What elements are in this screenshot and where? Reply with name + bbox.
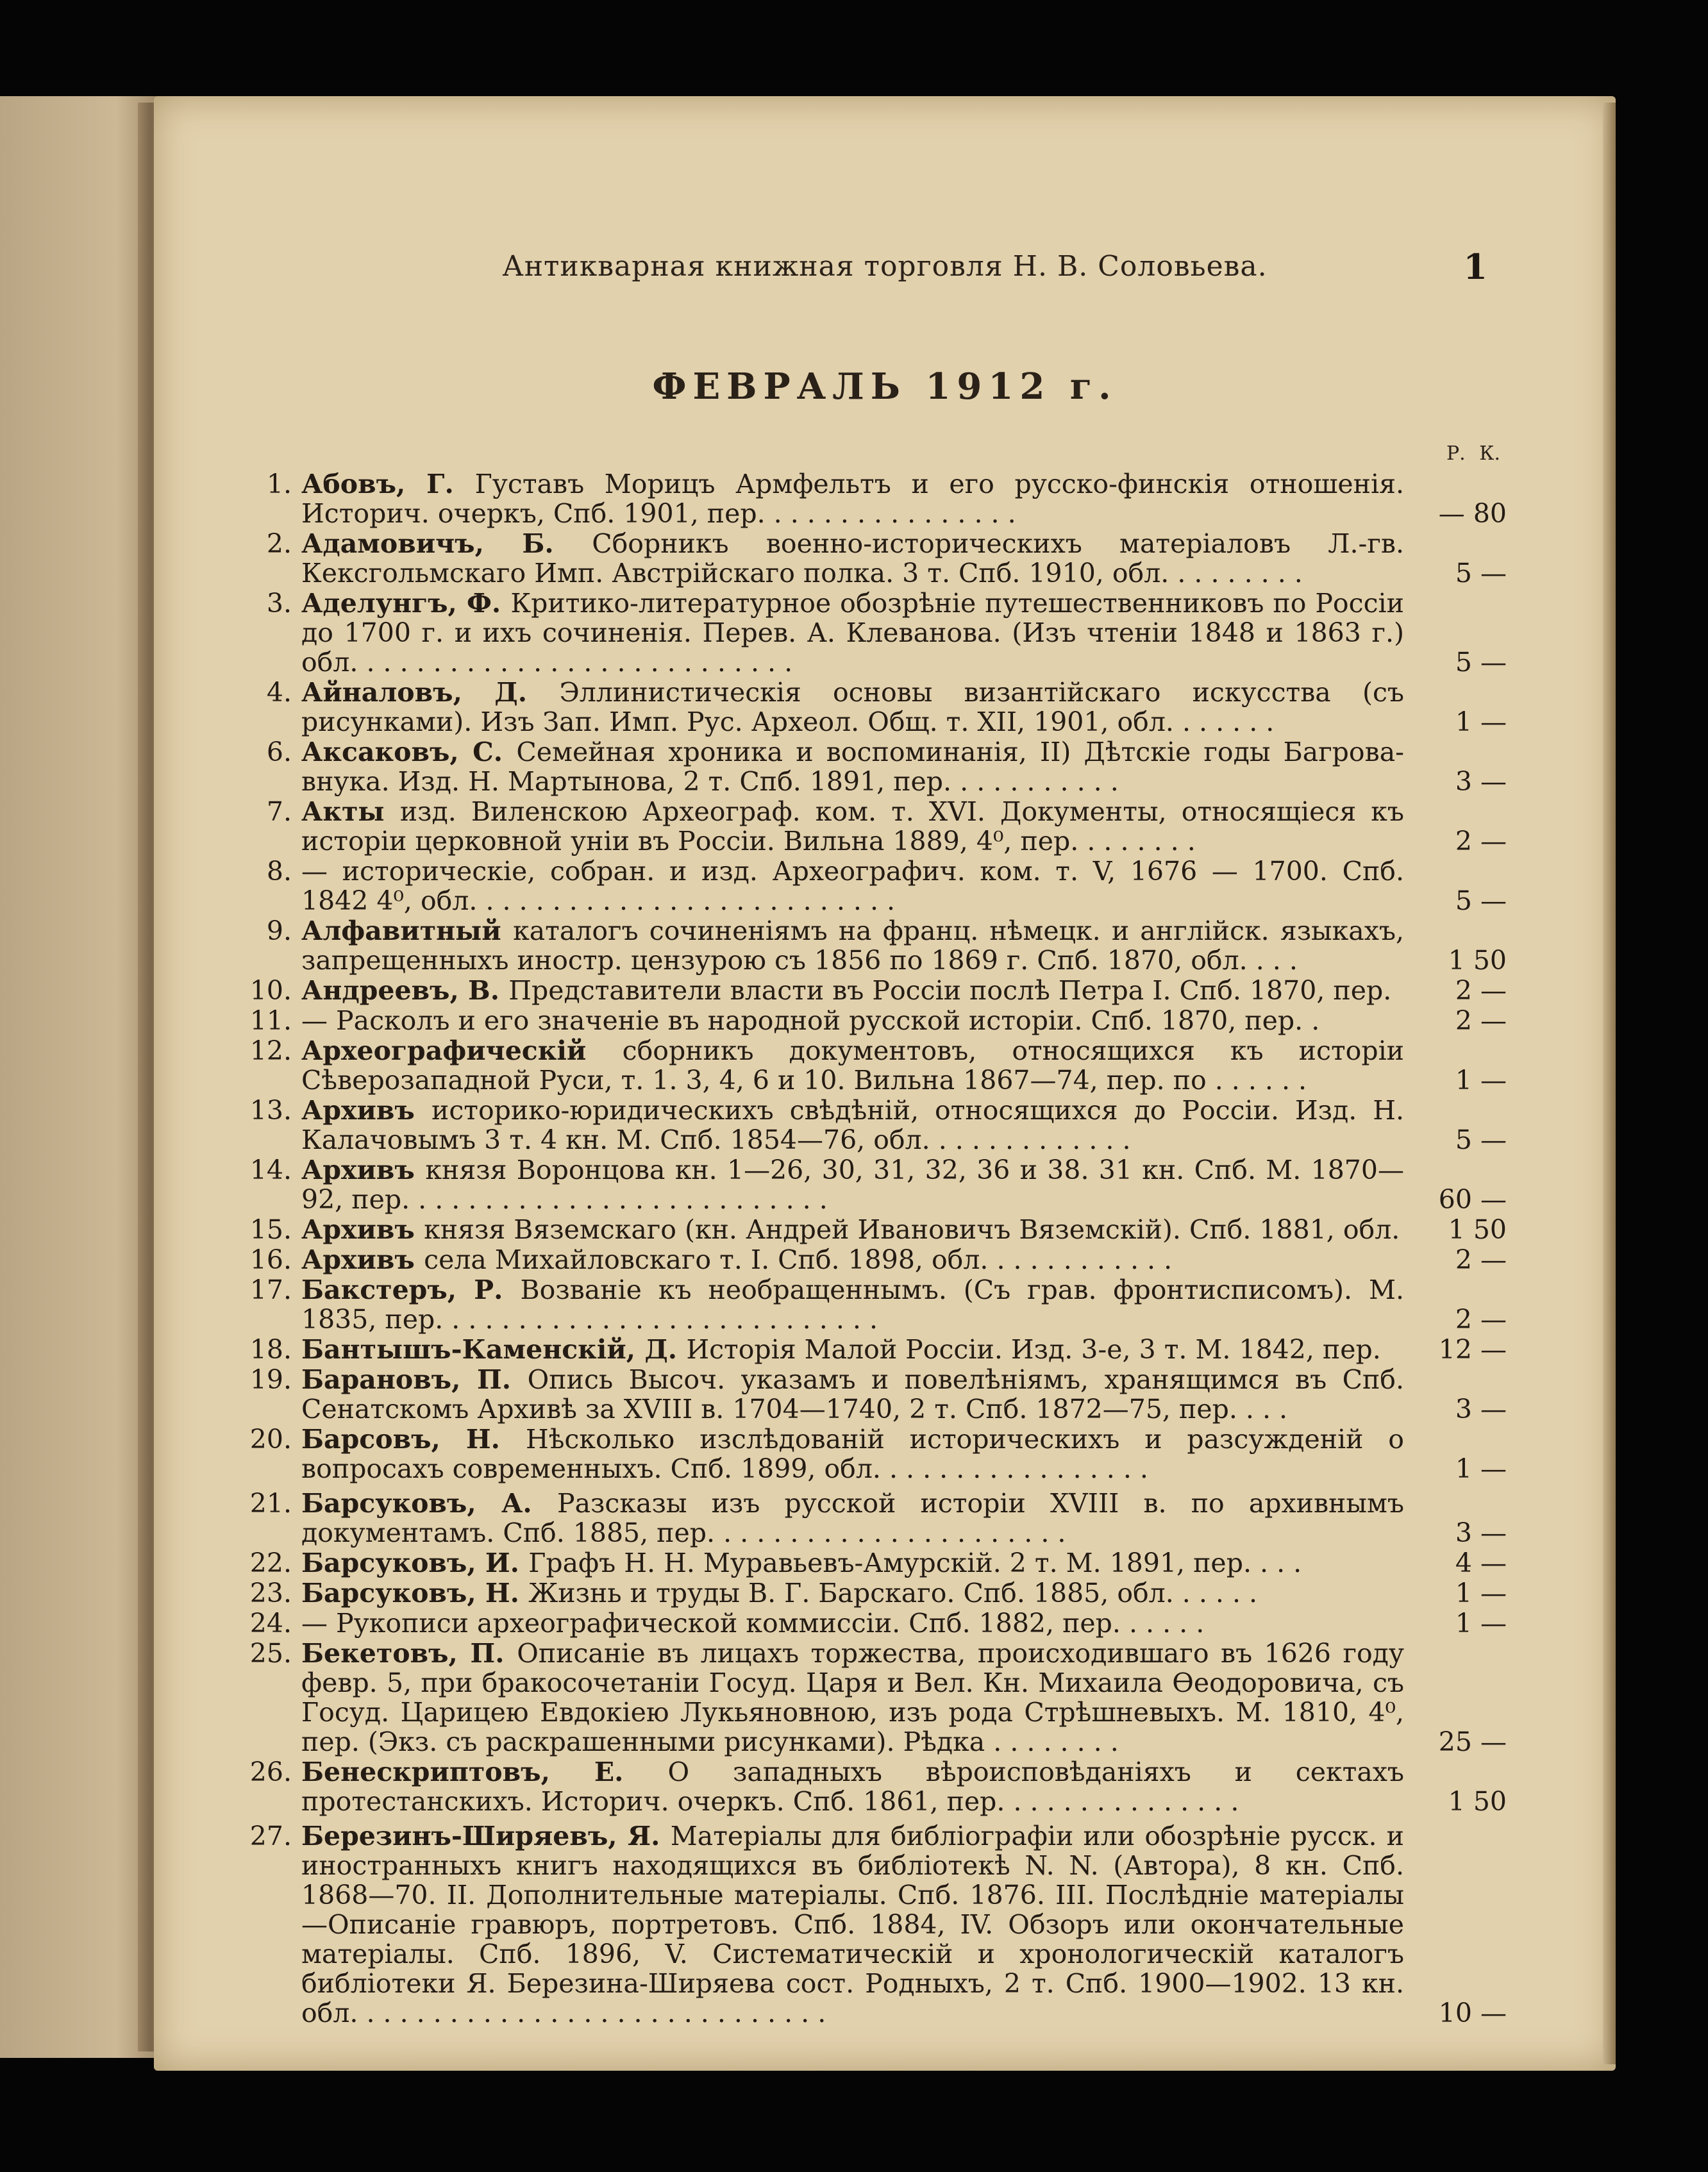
entry-description: Нѣсколько изслѣдованій историческихъ и разсужденій о вопросахъ современныхъ. Спб. 1899, обл. . . . . . . . . . . . . . . . .	[301, 1424, 1404, 1484]
entry-number: 24.	[249, 1608, 292, 1639]
header-title: Антикварная книжная торговля Н. В. Соловьева.	[502, 250, 1268, 283]
entry-price: 1 50	[1448, 945, 1507, 976]
entry-text	[301, 678, 1404, 737]
entry-price: 5 —	[1455, 647, 1507, 678]
catalog-entry	[249, 975, 1507, 1006]
entry-author: Алфавитный	[301, 915, 514, 946]
entry-text	[301, 1548, 1404, 1578]
entry-author: Айналовъ, Д.	[301, 677, 560, 708]
entry-description: Разсказы изъ русской исторіи XVIII в. по архивнымъ документамъ. Спб. 1885, пер. . . . . . . . . . . . . . . . . . . . . .	[301, 1488, 1404, 1548]
entry-author: Архивъ	[301, 1155, 426, 1185]
entry-text	[301, 856, 1404, 915]
entry-price: 5 —	[1455, 885, 1507, 916]
entry-author: Барсуковъ, Н.	[301, 1578, 529, 1608]
entry-number: 8.	[266, 856, 292, 887]
entry-text	[301, 797, 1404, 856]
entry-author: Бекетовъ, П.	[301, 1638, 517, 1669]
entry-price: 1 —	[1455, 1578, 1507, 1608]
entry-description: — Расколъ и его значеніе въ народной русской исторіи. Спб. 1870, пер. .	[301, 1005, 1320, 1036]
entry-number: 10.	[249, 975, 292, 1006]
entry-number: 9.	[266, 915, 292, 946]
entry-number: 16.	[249, 1244, 292, 1275]
catalog-entries	[249, 469, 1507, 2028]
entry-description: князя Воронцова кн. 1—26, 30, 31, 32, 36 и 38. 31 кн. Спб. М. 1870—92, пер. . . . . . . . . . . . . . . . . . . . . . . . . .	[301, 1155, 1404, 1215]
entry-author: Археографическій	[301, 1035, 623, 1066]
catalog-entry	[249, 1095, 1507, 1155]
entry-text	[301, 1006, 1404, 1035]
entry-number: 1.	[266, 469, 292, 499]
month-title: ФЕВРАЛЬ 1912 г.	[652, 365, 1118, 408]
catalog-entry	[266, 915, 1507, 976]
entry-text	[301, 1245, 1404, 1274]
catalog-entry	[249, 1005, 1507, 1036]
catalog-entry	[249, 1244, 1507, 1275]
entry-author: Барсуковъ, А.	[301, 1488, 558, 1519]
catalog-entry	[249, 1364, 1507, 1424]
entry-description: Опись Высоч. указамъ и повелѣніямъ, хранящимся въ Спб. Сенатскомъ Архивѣ за XVIII в. 1704—1740, 2 т. Спб. 1872—75, пер. . . .	[301, 1364, 1404, 1424]
entry-number: 7.	[266, 796, 292, 827]
catalog-entry	[266, 796, 1507, 856]
entry-price: 12 —	[1438, 1334, 1507, 1365]
entry-number: 17.	[249, 1274, 292, 1305]
entry-number: 12.	[249, 1035, 292, 1066]
entry-text	[301, 1335, 1404, 1364]
entry-price: 3 —	[1455, 766, 1507, 797]
entry-number: 14.	[249, 1155, 292, 1185]
entry-price: 2 —	[1455, 1244, 1507, 1275]
entry-price: 3 —	[1455, 1394, 1507, 1424]
entry-author: Барсуковъ, И.	[301, 1548, 529, 1578]
entry-author: Бакстеръ, Р.	[301, 1274, 521, 1305]
entry-price: 2 —	[1455, 975, 1507, 1006]
entry-description: Густавъ Морицъ Армфельтъ и его русско-финскія отношенія. Историч. очеркъ, Спб. 1901, пер. . . . . . . . . . . . . . . .	[301, 469, 1404, 529]
entry-text	[301, 1821, 1404, 2028]
entry-author: Акты	[301, 796, 400, 827]
catalog-entry	[249, 1757, 1507, 1817]
catalog-entry	[266, 737, 1507, 797]
catalog-entry	[249, 1214, 1507, 1245]
entry-price: 5 —	[1455, 558, 1507, 589]
entry-text	[301, 1424, 1404, 1483]
entry-text	[301, 1155, 1404, 1214]
entry-price: 1 50	[1448, 1786, 1507, 1817]
entry-text	[301, 589, 1404, 677]
catalog-entry	[266, 677, 1507, 737]
entry-author: Бантышъ-Каменскій, Д.	[301, 1334, 687, 1365]
catalog-entry	[249, 1035, 1507, 1096]
entry-price: 1 —	[1455, 1453, 1507, 1484]
entry-description: Критико-литературное обозрѣніе путешественниковъ по Россіи до 1700 г. и ихъ сочиненія. Перев. А. Клеванова. (Изъ чтеніи 1848 и 1863 г.) обл. . . . . . . . . . . . . . . . . . . . . . . . . . .	[301, 588, 1404, 678]
catalog-entry	[266, 469, 1507, 529]
entry-price: 60 —	[1438, 1184, 1507, 1215]
entry-number: 13.	[249, 1095, 292, 1126]
entry-description: — Рукописи археографической коммиссіи. Спб. 1882, пер. . . . . .	[301, 1608, 1205, 1639]
entry-number: 27.	[249, 1821, 292, 1851]
catalog-entry	[249, 1155, 1507, 1215]
entry-price: 25 —	[1438, 1726, 1507, 1757]
entry-text	[301, 1578, 1404, 1608]
currency-header: Р. К.	[1446, 442, 1500, 465]
entry-text	[301, 737, 1404, 796]
entry-description: сборникъ документовъ, относящихся къ исторіи Сѣверозападной Руси, т. 1. 3, 4, 6 и 10. Вильна 1867—74, пер. по . . . . . .	[301, 1035, 1405, 1096]
entry-price: 2 —	[1455, 1005, 1507, 1036]
entry-text	[301, 1096, 1404, 1155]
entry-text	[301, 1036, 1404, 1095]
entry-price: 2 —	[1455, 826, 1507, 856]
entry-description: Возваніе къ необращеннымъ. (Съ грав. фронтисписомъ). М. 1835, пер. . . . . . . . . . . . . . . . . . . . . . . . . . .	[301, 1274, 1404, 1335]
catalog-entry	[266, 856, 1507, 916]
entry-description: Жизнь и труды В. Г. Барскаго. Спб. 1885, обл. . . . . .	[528, 1578, 1258, 1608]
entry-text	[301, 916, 1404, 975]
entry-text	[301, 1608, 1404, 1638]
entry-text	[301, 1639, 1404, 1757]
entry-number: 15.	[249, 1214, 292, 1245]
entry-description: Матеріалы для библіографіи или обозрѣніе русск. и иностранныхъ книгъ находящихся въ библіотекѣ N. N. (Автора), 8 кн. Спб. 1868—70. II. Дополнительные матеріалы. Спб. 1876. III. Послѣдніе матеріалы—Описаніе гравюръ, портретовъ. Спб. 1884, IV. Обзоръ или окончательные матеріалы. Спб. 1896, V. Систематическій и хронологическій каталогъ библіотеки Я. Березина-Ширяева сост. Родныхъ, 2 т. Спб. 1900—1902. 13 кн. обл. . . . . . . . . . . . . . . . . . . . . . . . . . . . .	[301, 1821, 1404, 2028]
entry-text	[301, 976, 1404, 1005]
entry-author: Аделунгъ, Ф.	[301, 588, 511, 619]
entry-description: Сборникъ военно-историческихъ матеріаловъ Л.-гв. Кексгольмскаго Имп. Австрійскаго полка. 3 т. Спб. 1910, обл. . . . . . . . .	[301, 528, 1404, 589]
entry-description: Эллинистическія основы византійскаго искусства (съ рисунками). Изъ Зап. Имп. Рус. Археол. Общ. т. XII, 1901, обл. . . . . . .	[301, 677, 1404, 737]
entry-number: 26.	[249, 1757, 292, 1787]
entry-author: Архивъ	[301, 1214, 424, 1245]
entry-description: Семейная хроника и воспоминанія, II) Дѣтскіе годы Багрова-внука. Изд. Н. Мартынова, 2 т. Спб. 1891, пер. . . . . . . . . . .	[301, 737, 1404, 797]
entry-price: 4 —	[1455, 1548, 1507, 1578]
entry-description: Графъ Н. Н. Муравьевъ-Амурскій. 2 т. М. 1891, пер. . . .	[528, 1548, 1302, 1578]
entry-description: князя Вяземскаго (кн. Андрей Ивановичъ Вяземскій). Спб. 1881, обл.	[424, 1214, 1400, 1245]
entry-text	[301, 1275, 1404, 1334]
entry-price: — 80	[1438, 498, 1507, 529]
entry-price: 2 —	[1455, 1304, 1507, 1335]
entry-author: Барановъ, П.	[301, 1364, 528, 1395]
entry-number: 3.	[266, 588, 292, 619]
entry-price: 5 —	[1455, 1124, 1507, 1155]
entry-number: 21.	[249, 1488, 292, 1519]
entry-author: Абовъ, Г.	[301, 469, 475, 499]
entry-number: 19.	[249, 1364, 292, 1395]
entry-description: села Михайловскаго т. I. Спб. 1898, обл. . . . . . . . . . . .	[424, 1244, 1173, 1275]
entry-number: 20.	[249, 1424, 292, 1455]
entry-text	[301, 1215, 1404, 1244]
catalog-entry	[249, 1638, 1507, 1757]
entry-author: Барсовъ, Н.	[301, 1424, 526, 1455]
catalog-entry	[249, 1821, 1507, 2028]
catalog-entry	[249, 1334, 1507, 1365]
entry-price: 10 —	[1438, 1998, 1507, 2028]
entry-number: 25.	[249, 1638, 292, 1669]
catalog-entry	[266, 528, 1507, 589]
entry-author: Андреевъ, В.	[301, 975, 509, 1006]
entry-number: 4.	[266, 677, 292, 708]
catalog-entry	[249, 1548, 1507, 1578]
entry-author: Березинъ-Ширяевъ, Я.	[301, 1821, 671, 1851]
catalog-entry	[249, 1608, 1507, 1639]
entry-text	[301, 469, 1404, 528]
entry-number: 23.	[249, 1578, 292, 1608]
entry-description: О западныхъ вѣроисповѣданіяхъ и сектахъ протестанскихъ. Историч. очеркъ. Спб. 1861, пер. . . . . . . . . . . . . . .	[301, 1757, 1404, 1817]
entry-price: 1 50	[1448, 1214, 1507, 1245]
catalog-entry	[249, 1274, 1507, 1335]
entry-price: 1 —	[1455, 1065, 1507, 1096]
catalog-entry	[249, 1424, 1507, 1484]
entry-number: 22.	[249, 1548, 292, 1578]
entry-text	[301, 1489, 1404, 1548]
page-number: 1	[1463, 246, 1487, 287]
running-header	[154, 246, 1616, 288]
entry-number: 2.	[266, 528, 292, 559]
entry-author: Бенескриптовъ, Е.	[301, 1757, 668, 1787]
catalog-entry	[249, 1488, 1507, 1548]
entry-text	[301, 1757, 1404, 1816]
entry-price: 3 —	[1455, 1517, 1507, 1548]
catalog-entry	[249, 1578, 1507, 1608]
entry-author: Архивъ	[301, 1244, 424, 1275]
entry-number: 18.	[249, 1334, 292, 1365]
entry-description: Описаніе въ лицахъ торжества, происходившаго въ 1626 году февр. 5, при бракосочетаніи Госуд. Царя и Вел. Кн. Михаила Өеодоровича, съ Госуд. Царицею Евдокіею Лукьяновною, изъ рода Стрѣшневыхъ. М. 1810, 4⁰, пер. (Экз. съ раскрашенными рисунками). Рѣдка . . . . . . . .	[301, 1638, 1404, 1757]
entry-description: историко-юридическихъ свѣдѣній, относящихся до Россіи. Изд. Н. Калачовымъ 3 т. 4 кн. М. Спб. 1854—76, обл. . . . . . . . . . . . .	[301, 1095, 1404, 1155]
entry-description: — историческіе, собран. и изд. Археографич. ком. т. V, 1676 — 1700. Спб. 1842 4⁰, обл. . . . . . . . . . . . . . . . . . . . . . . . . .	[301, 856, 1404, 916]
entry-price: 1 —	[1455, 1608, 1507, 1639]
entry-author: Адамовичъ, Б.	[301, 528, 592, 559]
entry-author: Архивъ	[301, 1095, 431, 1126]
entry-author: Аксаковъ, С.	[301, 737, 517, 767]
catalog-entry	[266, 588, 1507, 678]
entry-description: Представители власти въ Россіи послѣ Петра I. Спб. 1870, пер.	[508, 975, 1392, 1006]
entry-number: 11.	[249, 1005, 292, 1036]
entry-number: 6.	[266, 737, 292, 767]
entry-price: 1 —	[1455, 706, 1507, 737]
entry-description: Исторія Малой Россіи. Изд. 3-е, 3 т. М. 1842, пер.	[686, 1334, 1381, 1365]
entry-description: изд. Виленскою Археограф. ком. т. XVI. Документы, относящіеся къ исторіи церковной уніи въ Россіи. Вильна 1889, 4⁰, пер. . . . . . . .	[301, 796, 1405, 856]
entry-description: каталогъ сочиненіямъ на франц. нѣмецк. и англійск. языкахъ, запрещенныхъ иностр. цензурою съ 1856 по 1869 г. Спб. 1870, обл. . . .	[301, 915, 1404, 976]
entry-text	[301, 1365, 1404, 1424]
entry-text	[301, 529, 1404, 588]
